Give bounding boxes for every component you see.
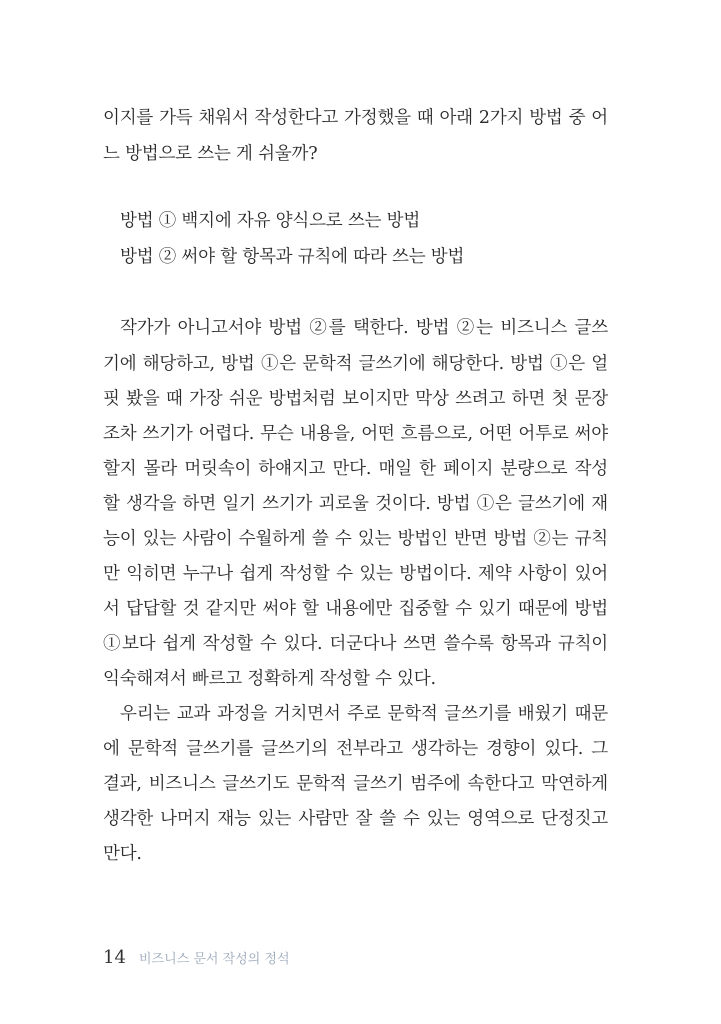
para2-line-3: 결과, 비즈니스 글쓰기도 문학적 글쓰기 범주에 속한다고 막연하게 [103, 774, 608, 794]
para1-line-3: 핏 봤을 때 가장 쉬운 방법처럼 보이지만 막상 쓰려고 하면 첫 문장 [103, 389, 608, 409]
para2-line-4: 생각한 나머지 재능 있는 사람만 잘 쓸 수 있는 영역으로 단정짓고 [103, 809, 608, 829]
intro-line-1: 이지를 가득 채워서 작성한다고 가정했을 때 아래 2가지 방법 중 어 [103, 108, 608, 128]
para1-line-7: 능이 있는 사람이 수월하게 쓸 수 있는 방법인 반면 방법 ②는 규칙 [103, 529, 608, 549]
para1-line-10: ①보다 쉽게 작성할 수 있다. 더군다나 쓰면 쓸수록 항목과 규칙이 [103, 634, 608, 654]
para1-line-4: 조차 쓰기가 어렵다. 무슨 내용을, 어떤 흐름으로, 어떤 어투로 써야 [103, 424, 608, 444]
intro-line-2: 느 방법으로 쓰는 게 쉬울까? [103, 144, 318, 164]
para1-line-8: 만 익히면 누구나 쉽게 작성할 수 있는 방법이다. 제약 사항이 있어 [103, 564, 608, 584]
para1-line-6: 할 생각을 하면 일기 쓰기가 괴로울 것이다. 방법 ①은 글쓰기에 재 [103, 494, 608, 514]
para1-line-11: 익숙해져서 빠르고 정확하게 작성할 수 있다. [103, 669, 436, 689]
para1-line-1: 작가가 아니고서야 방법 ②를 택한다. 방법 ②는 비즈니스 글쓰 [120, 318, 608, 338]
method-2: 방법 ② 써야 할 항목과 규칙에 따라 쓰는 방법 [120, 247, 465, 267]
page-footer [103, 946, 290, 972]
para2-line-1: 우리는 교과 과정을 거치면서 주로 문학적 글쓰기를 배웠기 때문 [120, 704, 608, 724]
method-1: 방법 ① 백지에 자유 양식으로 쓰는 방법 [120, 211, 421, 231]
running-title: 비즈니스 문서 작성의 정석 [139, 952, 290, 967]
para1-line-9: 서 답답할 것 같지만 써야 할 내용에만 집중할 수 있기 때문에 방법 [103, 599, 608, 619]
para2-line-5: 만다. [103, 844, 142, 864]
para1-line-2: 기에 해당하고, 방법 ①은 문학적 글쓰기에 해당한다. 방법 ①은 얼 [103, 354, 608, 374]
para2-line-2: 에 문학적 글쓰기를 글쓰기의 전부라고 생각하는 경향이 있다. 그 [103, 739, 608, 759]
para1-line-5: 할지 몰라 머릿속이 하얘지고 만다. 매일 한 페이지 분량으로 작성 [103, 459, 608, 479]
page-number: 14 [103, 947, 126, 968]
